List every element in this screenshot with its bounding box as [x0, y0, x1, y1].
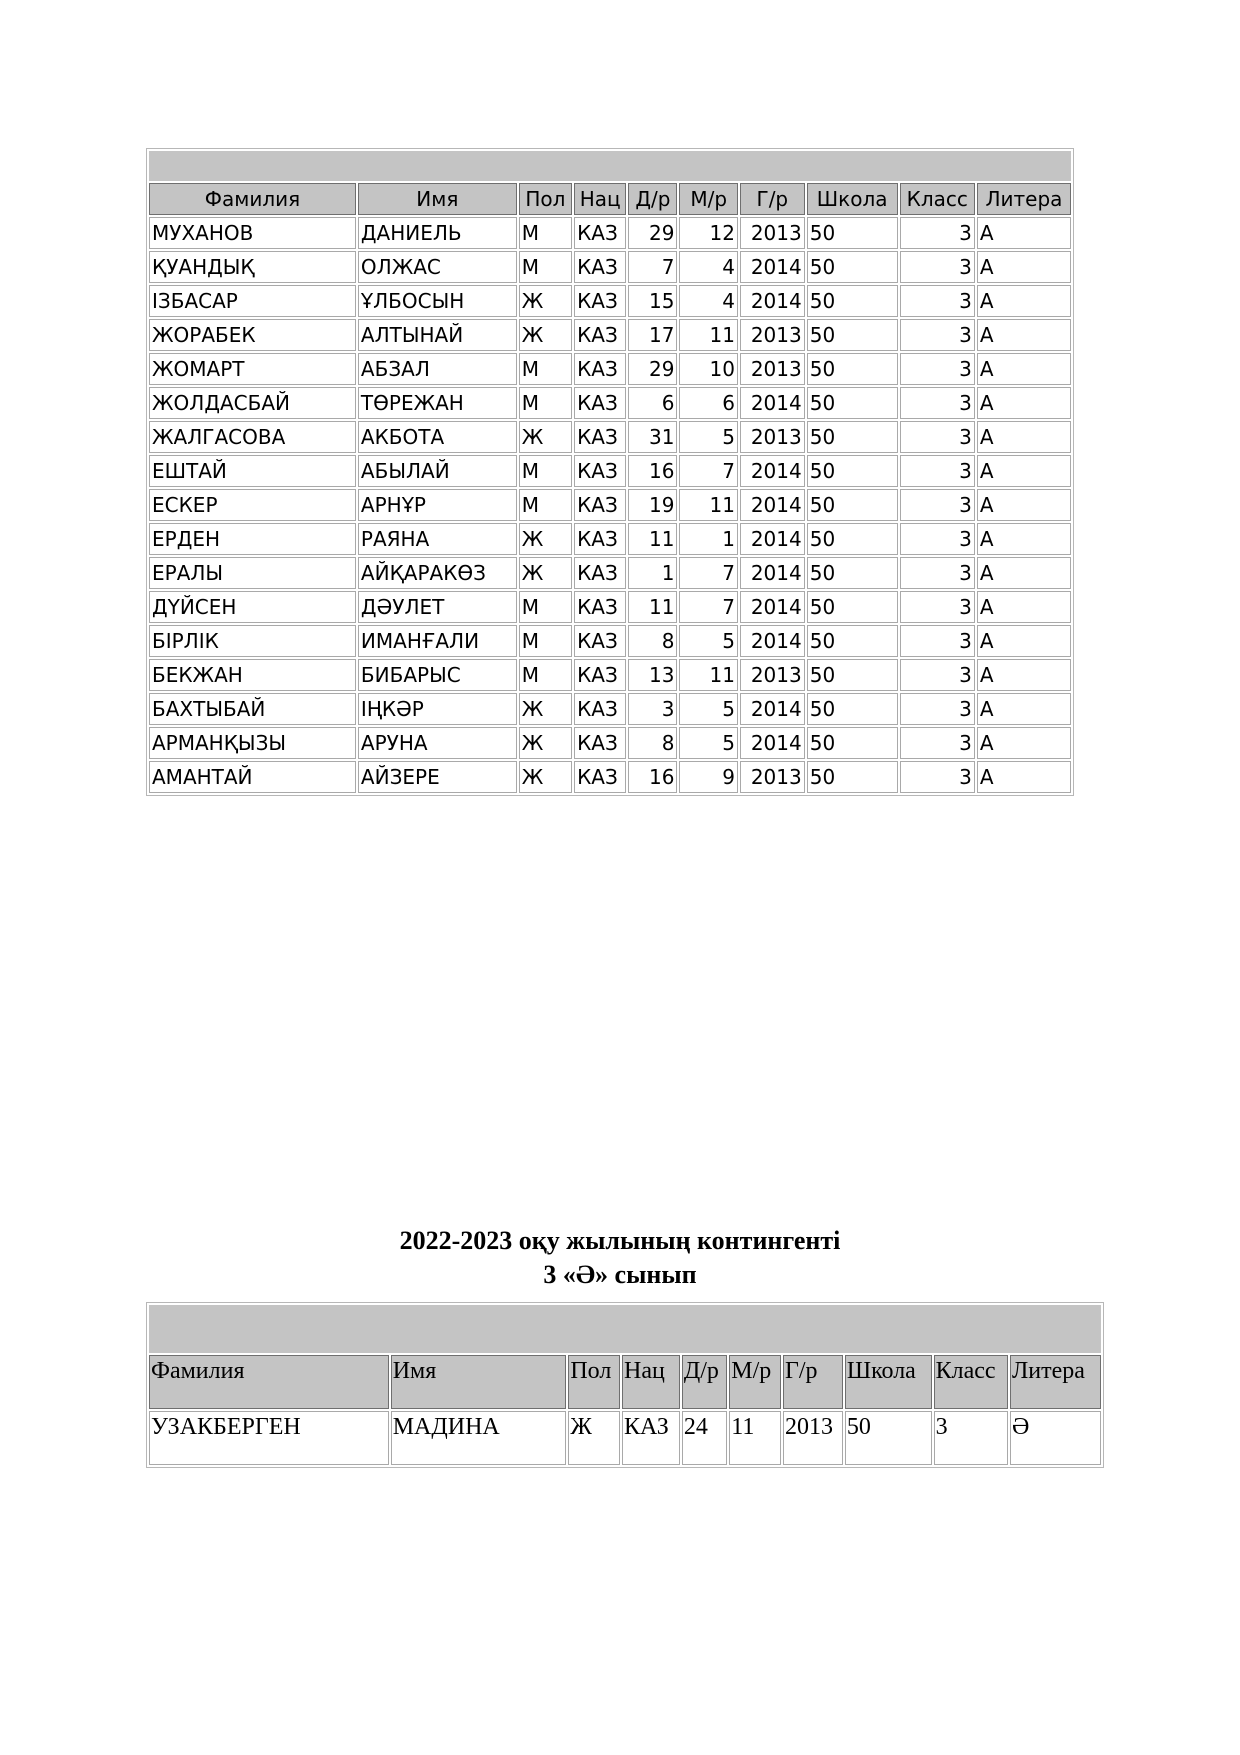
class-cell: 3	[900, 319, 975, 351]
surname-cell: ҚУАНДЫҚ	[149, 251, 356, 283]
col-header-nationality: Нац	[574, 183, 626, 215]
name-cell: АЙҚАРАКӨЗ	[358, 557, 517, 589]
school-cell: 50	[807, 693, 898, 725]
birth-month-cell: 4	[679, 251, 738, 283]
col-header-birth-year: Г/р	[740, 183, 805, 215]
table-row	[149, 285, 1071, 317]
name-cell: ТӨРЕЖАН	[358, 387, 517, 419]
letter-cell: А	[977, 659, 1071, 691]
nationality-cell: КАЗ	[574, 693, 626, 725]
nationality-cell: КАЗ	[574, 523, 626, 555]
gender-cell: М	[519, 251, 572, 283]
birth-year-cell: 2014	[740, 557, 805, 589]
col-header-gender: Пол	[519, 183, 572, 215]
student-table-3a	[146, 148, 1074, 796]
letter-cell: А	[977, 625, 1071, 657]
table-row	[149, 659, 1071, 691]
col-header-surname: Фамилия	[149, 183, 356, 215]
birth-day-cell: 16	[628, 455, 677, 487]
nationality-cell: КАЗ	[574, 761, 626, 793]
name-cell: АЙЗЕРЕ	[358, 761, 517, 793]
class-cell: 3	[900, 489, 975, 521]
table-row	[149, 591, 1071, 623]
name-cell: БИБАРЫС	[358, 659, 517, 691]
birth-day-cell: 1	[628, 557, 677, 589]
nationality-cell: КАЗ	[574, 455, 626, 487]
birth-year-cell: 2014	[740, 625, 805, 657]
class-cell: 3	[900, 625, 975, 657]
birth-year-cell: 2013	[740, 217, 805, 249]
gender-cell: Ж	[568, 1411, 620, 1465]
table-title-band	[149, 151, 1071, 181]
school-cell: 50	[845, 1411, 932, 1465]
table-row	[149, 727, 1071, 759]
class-cell: 3	[900, 251, 975, 283]
gender-cell: М	[519, 387, 572, 419]
class-cell: 3	[900, 387, 975, 419]
col-header-name: Имя	[358, 183, 517, 215]
nationality-cell: КАЗ	[574, 217, 626, 249]
birth-year-cell: 2014	[740, 693, 805, 725]
surname-cell: БЕКЖАН	[149, 659, 356, 691]
table-row	[149, 251, 1071, 283]
class-cell: 3	[900, 455, 975, 487]
col-header-class: Класс	[934, 1355, 1008, 1409]
class-cell: 3	[900, 523, 975, 555]
nationality-cell: КАЗ	[574, 591, 626, 623]
class-cell: 3	[900, 217, 975, 249]
gender-cell: Ж	[519, 727, 572, 759]
nationality-cell: КАЗ	[574, 557, 626, 589]
name-cell: ДАНИЕЛЬ	[358, 217, 517, 249]
birth-day-cell: 31	[628, 421, 677, 453]
school-cell: 50	[807, 217, 898, 249]
birth-day-cell: 29	[628, 353, 677, 385]
school-cell: 50	[807, 285, 898, 317]
class-cell: 3	[900, 353, 975, 385]
birth-year-cell: 2014	[740, 523, 805, 555]
table-row	[149, 557, 1071, 589]
letter-cell: А	[977, 319, 1071, 351]
name-cell: МАДИНА	[391, 1411, 567, 1465]
name-cell: ҰЛБОСЫН	[358, 285, 517, 317]
col-header-birth-year: Г/р	[783, 1355, 843, 1409]
surname-cell: ЖОРАБЕК	[149, 319, 356, 351]
birth-day-cell: 24	[682, 1411, 727, 1465]
letter-cell: А	[977, 387, 1071, 419]
birth-month-cell: 9	[679, 761, 738, 793]
birth-month-cell: 5	[679, 421, 738, 453]
school-cell: 50	[807, 727, 898, 759]
letter-cell: А	[977, 217, 1071, 249]
gender-cell: М	[519, 625, 572, 657]
name-cell: АРНҰР	[358, 489, 517, 521]
gender-cell: М	[519, 455, 572, 487]
surname-cell: БІРЛІК	[149, 625, 356, 657]
letter-cell: А	[977, 455, 1071, 487]
letter-cell: А	[977, 761, 1071, 793]
birth-year-cell: 2014	[740, 489, 805, 521]
nationality-cell: КАЗ	[622, 1411, 680, 1465]
class-cell: 3	[900, 557, 975, 589]
school-cell: 50	[807, 659, 898, 691]
gender-cell: Ж	[519, 319, 572, 351]
birth-day-cell: 13	[628, 659, 677, 691]
school-cell: 50	[807, 625, 898, 657]
letter-cell: А	[977, 353, 1071, 385]
birth-year-cell: 2013	[740, 319, 805, 351]
surname-cell: ЖАЛГАСОВА	[149, 421, 356, 453]
nationality-cell: КАЗ	[574, 319, 626, 351]
birth-year-cell: 2014	[740, 727, 805, 759]
nationality-cell: КАЗ	[574, 251, 626, 283]
birth-month-cell: 7	[679, 591, 738, 623]
col-header-letter: Литера	[977, 183, 1071, 215]
birth-month-cell: 5	[679, 727, 738, 759]
birth-month-cell: 11	[729, 1411, 781, 1465]
letter-cell: А	[977, 557, 1071, 589]
table-row	[149, 319, 1071, 351]
table-row	[149, 1411, 1101, 1465]
letter-cell: Ә	[1010, 1411, 1101, 1465]
name-cell: АРУНА	[358, 727, 517, 759]
gender-cell: Ж	[519, 557, 572, 589]
birth-year-cell: 2013	[740, 421, 805, 453]
surname-cell: ЕРАЛЫ	[149, 557, 356, 589]
name-cell: ИМАНҒАЛИ	[358, 625, 517, 657]
birth-year-cell: 2014	[740, 591, 805, 623]
birth-day-cell: 3	[628, 693, 677, 725]
birth-day-cell: 29	[628, 217, 677, 249]
col-header-birth-month: М/р	[679, 183, 738, 215]
table-row	[149, 761, 1071, 793]
surname-cell: ЖОЛДАСБАЙ	[149, 387, 356, 419]
birth-month-cell: 6	[679, 387, 738, 419]
letter-cell: А	[977, 285, 1071, 317]
surname-cell: ЕСКЕР	[149, 489, 356, 521]
birth-day-cell: 17	[628, 319, 677, 351]
surname-cell: ДҮЙСЕН	[149, 591, 356, 623]
nationality-cell: КАЗ	[574, 659, 626, 691]
surname-cell: УЗАКБЕРГЕН	[149, 1411, 389, 1465]
section-subtitle: 3 «Ә» сынып	[543, 1260, 697, 1289]
gender-cell: М	[519, 659, 572, 691]
nationality-cell: КАЗ	[574, 727, 626, 759]
birth-day-cell: 6	[628, 387, 677, 419]
table-row	[149, 523, 1071, 555]
school-cell: 50	[807, 523, 898, 555]
table-header-row	[149, 1355, 1101, 1409]
gender-cell: М	[519, 217, 572, 249]
birth-day-cell: 8	[628, 727, 677, 759]
name-cell: РАЯНА	[358, 523, 517, 555]
school-cell: 50	[807, 421, 898, 453]
birth-year-cell: 2014	[740, 251, 805, 283]
school-cell: 50	[807, 387, 898, 419]
birth-year-cell: 2014	[740, 455, 805, 487]
class-cell: 3	[900, 285, 975, 317]
class-cell: 3	[900, 727, 975, 759]
table-row	[149, 625, 1071, 657]
birth-month-cell: 11	[679, 659, 738, 691]
table-row	[149, 421, 1071, 453]
section-title: 2022-2023 оқу жылының контингенті	[399, 1226, 841, 1255]
surname-cell: ЕШТАЙ	[149, 455, 356, 487]
school-cell: 50	[807, 591, 898, 623]
gender-cell: Ж	[519, 285, 572, 317]
gender-cell: Ж	[519, 523, 572, 555]
birth-month-cell: 11	[679, 319, 738, 351]
school-cell: 50	[807, 557, 898, 589]
birth-year-cell: 2013	[740, 353, 805, 385]
class-cell: 3	[900, 693, 975, 725]
school-cell: 50	[807, 489, 898, 521]
table-row	[149, 217, 1071, 249]
name-cell: АБЫЛАЙ	[358, 455, 517, 487]
letter-cell: А	[977, 591, 1071, 623]
nationality-cell: КАЗ	[574, 353, 626, 385]
birth-month-cell: 5	[679, 693, 738, 725]
nationality-cell: КАЗ	[574, 489, 626, 521]
col-header-nationality: Нац	[622, 1355, 680, 1409]
nationality-cell: КАЗ	[574, 625, 626, 657]
school-cell: 50	[807, 761, 898, 793]
class-cell: 3	[900, 591, 975, 623]
school-cell: 50	[807, 455, 898, 487]
letter-cell: А	[977, 523, 1071, 555]
name-cell: АЛТЫНАЙ	[358, 319, 517, 351]
col-header-birth-day: Д/р	[628, 183, 677, 215]
col-header-birth-day: Д/р	[682, 1355, 727, 1409]
table-row	[149, 353, 1071, 385]
col-header-birth-month: М/р	[729, 1355, 781, 1409]
birth-month-cell: 1	[679, 523, 738, 555]
col-header-class: Класс	[900, 183, 975, 215]
gender-cell: М	[519, 489, 572, 521]
name-cell: АБЗАЛ	[358, 353, 517, 385]
gender-cell: М	[519, 591, 572, 623]
surname-cell: МУХАНОВ	[149, 217, 356, 249]
letter-cell: А	[977, 421, 1071, 453]
surname-cell: ЖОМАРТ	[149, 353, 356, 385]
gender-cell: М	[519, 353, 572, 385]
birth-year-cell: 2013	[740, 761, 805, 793]
table-title-band	[149, 1305, 1101, 1353]
school-cell: 50	[807, 251, 898, 283]
col-header-school: Школа	[807, 183, 898, 215]
gender-cell: Ж	[519, 693, 572, 725]
col-header-letter: Литера	[1010, 1355, 1101, 1409]
surname-cell: АМАНТАЙ	[149, 761, 356, 793]
col-header-gender: Пол	[568, 1355, 620, 1409]
school-cell: 50	[807, 353, 898, 385]
table-row	[149, 693, 1071, 725]
birth-month-cell: 7	[679, 557, 738, 589]
birth-year-cell: 2014	[740, 387, 805, 419]
surname-cell: БАХТЫБАЙ	[149, 693, 356, 725]
birth-day-cell: 11	[628, 523, 677, 555]
name-cell: АКБОТА	[358, 421, 517, 453]
birth-day-cell: 7	[628, 251, 677, 283]
surname-cell: ІЗБАСАР	[149, 285, 356, 317]
birth-day-cell: 16	[628, 761, 677, 793]
birth-day-cell: 11	[628, 591, 677, 623]
birth-month-cell: 11	[679, 489, 738, 521]
name-cell: ДӘУЛЕТ	[358, 591, 517, 623]
col-header-name: Имя	[391, 1355, 567, 1409]
class-cell: 3	[900, 421, 975, 453]
birth-month-cell: 4	[679, 285, 738, 317]
col-header-surname: Фамилия	[149, 1355, 389, 1409]
birth-day-cell: 8	[628, 625, 677, 657]
name-cell: ОЛЖАС	[358, 251, 517, 283]
birth-year-cell: 2014	[740, 285, 805, 317]
birth-day-cell: 15	[628, 285, 677, 317]
table-header-row	[149, 183, 1071, 215]
birth-year-cell: 2013	[783, 1411, 843, 1465]
student-table-3ae	[146, 1302, 1104, 1468]
nationality-cell: КАЗ	[574, 285, 626, 317]
letter-cell: А	[977, 693, 1071, 725]
letter-cell: А	[977, 727, 1071, 759]
birth-month-cell: 7	[679, 455, 738, 487]
name-cell: ІҢКӘР	[358, 693, 517, 725]
birth-day-cell: 19	[628, 489, 677, 521]
nationality-cell: КАЗ	[574, 421, 626, 453]
gender-cell: Ж	[519, 761, 572, 793]
surname-cell: ЕРДЕН	[149, 523, 356, 555]
letter-cell: А	[977, 251, 1071, 283]
surname-cell: АРМАНҚЫЗЫ	[149, 727, 356, 759]
class-cell: 3	[934, 1411, 1008, 1465]
school-cell: 50	[807, 319, 898, 351]
birth-year-cell: 2013	[740, 659, 805, 691]
birth-month-cell: 12	[679, 217, 738, 249]
table-row	[149, 455, 1071, 487]
letter-cell: А	[977, 489, 1071, 521]
col-header-school: Школа	[845, 1355, 932, 1409]
birth-month-cell: 5	[679, 625, 738, 657]
birth-month-cell: 10	[679, 353, 738, 385]
gender-cell: Ж	[519, 421, 572, 453]
class-cell: 3	[900, 761, 975, 793]
table-row	[149, 387, 1071, 419]
nationality-cell: КАЗ	[574, 387, 626, 419]
table-row	[149, 489, 1071, 521]
class-cell: 3	[900, 659, 975, 691]
